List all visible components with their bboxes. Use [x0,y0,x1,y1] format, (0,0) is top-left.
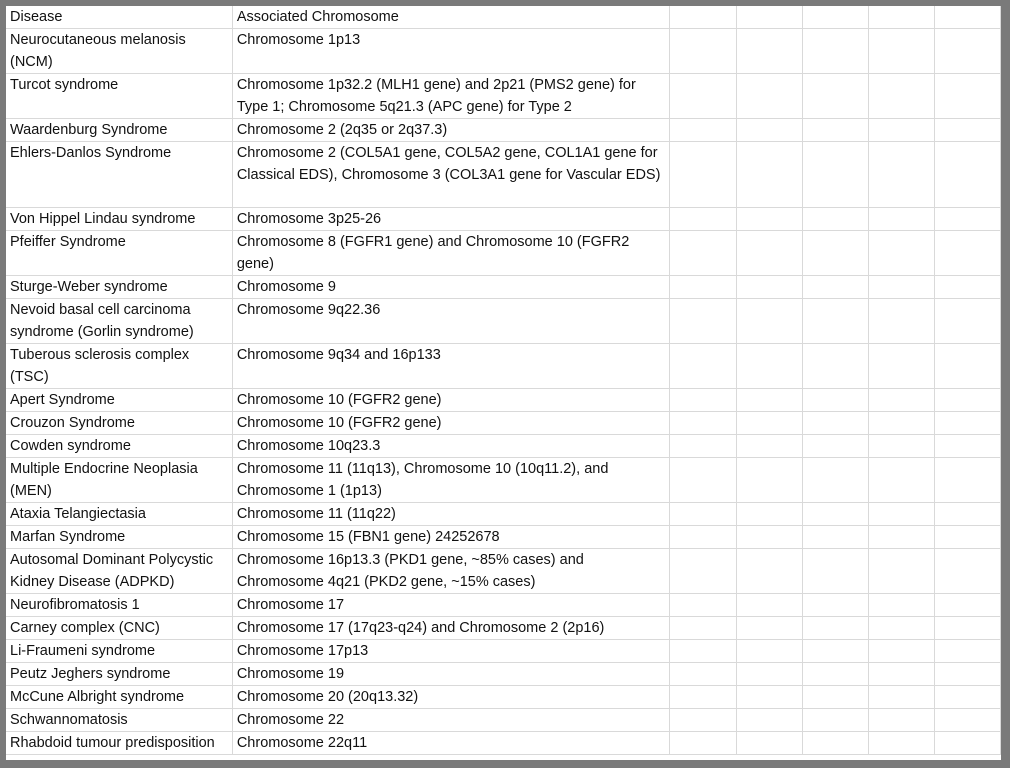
empty-cell[interactable] [736,231,802,276]
empty-cell[interactable] [868,709,934,732]
table-row [6,29,1001,74]
empty-cell[interactable] [934,208,1000,231]
cell-chromosome[interactable]: Chromosome 8 (FGFR1 gene) and Chromosome 10 (FGFR2 gene) [232,231,670,276]
empty-cell[interactable] [802,709,868,732]
empty-cell[interactable] [802,663,868,686]
cell-chromosome[interactable]: Chromosome 20 (20q13.32) [232,686,670,709]
empty-cell[interactable] [802,142,868,208]
cell-chromosome[interactable]: Chromosome 9q22.36 [232,299,670,344]
table-row [6,231,1001,276]
cell-disease[interactable]: Crouzon Syndrome [6,412,232,435]
cell-chromosome[interactable]: Chromosome 16p13.3 (PKD1 gene, ~85% cases) and Chromosome 4q21 (PKD2 gene, ~15% cases) [232,549,670,594]
empty-cell[interactable] [670,29,736,74]
empty-cell[interactable] [934,299,1000,344]
cell-disease[interactable]: Peutz Jeghers syndrome [6,663,232,686]
empty-cell[interactable] [736,6,802,29]
empty-cell[interactable] [868,594,934,617]
empty-cell[interactable] [670,231,736,276]
empty-cell[interactable] [736,29,802,74]
cell-disease[interactable]: McCune Albright syndrome [6,686,232,709]
cell-chromosome[interactable]: Chromosome 19 [232,663,670,686]
empty-cell[interactable] [670,119,736,142]
empty-cell[interactable] [802,549,868,594]
empty-cell[interactable] [736,686,802,709]
empty-cell[interactable] [934,389,1000,412]
empty-cell[interactable] [934,119,1000,142]
empty-cell[interactable] [736,663,802,686]
empty-cell[interactable] [670,640,736,663]
empty-cell[interactable] [736,276,802,299]
table-row [6,208,1001,231]
table-row [6,142,1001,208]
cell-chromosome[interactable]: Chromosome 2 (COL5A1 gene, COL5A2 gene, COL1A1 gene for Classical EDS), Chromosome 3 (COL3A1 gene for Vascular EDS) [232,142,670,208]
empty-cell[interactable] [868,344,934,389]
empty-cell[interactable] [670,276,736,299]
empty-cell[interactable] [802,29,868,74]
empty-cell[interactable] [802,732,868,755]
empty-cell[interactable] [736,412,802,435]
table-row [6,526,1001,549]
empty-cell[interactable] [670,709,736,732]
empty-cell[interactable] [802,74,868,119]
empty-cell[interactable] [670,412,736,435]
cell-chromosome[interactable]: Chromosome 15 (FBN1 gene) 24252678 [232,526,670,549]
cell-disease[interactable]: Sturge-Weber syndrome [6,276,232,299]
empty-cell[interactable] [736,344,802,389]
empty-cell[interactable] [934,344,1000,389]
cell-disease[interactable]: Pfeiffer Syndrome [6,231,232,276]
empty-cell[interactable] [934,412,1000,435]
empty-cell[interactable] [868,231,934,276]
empty-cell[interactable] [934,142,1000,208]
empty-cell[interactable] [868,389,934,412]
cell-chromosome[interactable]: Chromosome 11 (11q13), Chromosome 10 (10q11.2), and Chromosome 1 (1p13) [232,458,670,503]
empty-cell[interactable] [802,526,868,549]
cell-chromosome[interactable]: Chromosome 1p32.2 (MLH1 gene) and 2p21 (PMS2 gene) for Type 1; Chromosome 5q21.3 (APC gene) for Type 2 [232,74,670,119]
empty-cell[interactable] [868,142,934,208]
empty-cell[interactable] [802,458,868,503]
empty-cell[interactable] [934,617,1000,640]
empty-cell[interactable] [670,344,736,389]
cell-disease[interactable]: Apert Syndrome [6,389,232,412]
empty-cell[interactable] [868,208,934,231]
empty-cell[interactable] [736,74,802,119]
cell-disease[interactable]: Ataxia Telangiectasia [6,503,232,526]
cell-disease[interactable]: Cowden syndrome [6,435,232,458]
empty-cell[interactable] [934,640,1000,663]
empty-cell[interactable] [736,549,802,594]
empty-cell[interactable] [802,299,868,344]
cell-disease[interactable]: Schwannomatosis [6,709,232,732]
empty-cell[interactable] [802,412,868,435]
cell-chromosome[interactable]: Chromosome 22 [232,709,670,732]
empty-cell[interactable] [868,503,934,526]
header-cell-chromosome[interactable]: Associated Chromosome [232,6,670,29]
cell-disease[interactable]: Ehlers-Danlos Syndrome [6,142,232,208]
table-row [6,549,1001,594]
empty-cell[interactable] [736,119,802,142]
empty-cell[interactable] [802,276,868,299]
empty-cell[interactable] [802,344,868,389]
empty-cell[interactable] [934,435,1000,458]
cell-disease[interactable]: Rhabdoid tumour predisposition [6,732,232,755]
cell-disease[interactable]: Marfan Syndrome [6,526,232,549]
empty-cell[interactable] [934,74,1000,119]
empty-cell[interactable] [868,276,934,299]
cell-disease[interactable]: Waardenburg Syndrome [6,119,232,142]
cell-disease[interactable]: Tuberous sclerosis complex (TSC) [6,344,232,389]
empty-cell[interactable] [736,458,802,503]
empty-cell[interactable] [802,435,868,458]
table-row [6,663,1001,686]
empty-cell[interactable] [868,458,934,503]
cell-chromosome[interactable]: Chromosome 9 [232,276,670,299]
empty-cell[interactable] [802,640,868,663]
empty-cell[interactable] [934,231,1000,276]
empty-cell[interactable] [868,686,934,709]
empty-cell[interactable] [670,526,736,549]
header-row [6,6,1001,29]
empty-cell[interactable] [670,389,736,412]
table-row [6,686,1001,709]
empty-cell[interactable] [736,709,802,732]
empty-cell[interactable] [868,74,934,119]
table-row [6,458,1001,503]
empty-cell[interactable] [868,119,934,142]
empty-cell[interactable] [736,640,802,663]
empty-cell[interactable] [868,412,934,435]
empty-cell[interactable] [934,549,1000,594]
cell-disease[interactable]: Nevoid basal cell carcinoma syndrome (Gorlin syndrome) [6,299,232,344]
table-row [6,276,1001,299]
empty-cell[interactable] [934,594,1000,617]
empty-cell[interactable] [736,208,802,231]
cell-disease[interactable]: Multiple Endocrine Neoplasia (MEN) [6,458,232,503]
empty-cell[interactable] [802,208,868,231]
cell-chromosome[interactable]: Chromosome 10q23.3 [232,435,670,458]
empty-cell[interactable] [670,435,736,458]
empty-cell[interactable] [868,549,934,594]
empty-cell[interactable] [802,686,868,709]
table-row [6,412,1001,435]
empty-cell[interactable] [802,231,868,276]
empty-cell[interactable] [670,503,736,526]
cell-disease[interactable]: Autosomal Dominant Polycystic Kidney Disease (ADPKD) [6,549,232,594]
empty-cell[interactable] [670,299,736,344]
empty-cell[interactable] [934,458,1000,503]
header-cell-disease[interactable]: Disease [6,6,232,29]
empty-cell[interactable] [934,29,1000,74]
table-row [6,594,1001,617]
empty-cell[interactable] [736,389,802,412]
cell-chromosome[interactable]: Chromosome 17 (17q23-q24) and Chromosome 2 (2p16) [232,617,670,640]
cell-disease[interactable]: Carney complex (CNC) [6,617,232,640]
cell-disease[interactable]: Von Hippel Lindau syndrome [6,208,232,231]
empty-cell[interactable] [670,74,736,119]
empty-cell[interactable] [736,503,802,526]
empty-cell[interactable] [670,458,736,503]
empty-cell[interactable] [670,663,736,686]
empty-cell[interactable] [802,503,868,526]
empty-cell[interactable] [670,549,736,594]
cell-chromosome[interactable]: Chromosome 17p13 [232,640,670,663]
empty-cell[interactable] [868,435,934,458]
table-row [6,617,1001,640]
empty-cell[interactable] [934,686,1000,709]
empty-cell[interactable] [868,299,934,344]
empty-cell[interactable] [736,732,802,755]
spreadsheet-frame [6,6,1001,760]
table-row [6,640,1001,663]
cell-disease[interactable]: Li-Fraumeni syndrome [6,640,232,663]
table-row [6,389,1001,412]
empty-cell[interactable] [868,6,934,29]
empty-cell[interactable] [934,663,1000,686]
cell-chromosome[interactable]: Chromosome 9q34 and 16p133 [232,344,670,389]
cell-chromosome[interactable]: Chromosome 3p25-26 [232,208,670,231]
empty-cell[interactable] [736,299,802,344]
empty-cell[interactable] [934,526,1000,549]
empty-cell[interactable] [736,526,802,549]
cell-chromosome[interactable]: Chromosome 10 (FGFR2 gene) [232,389,670,412]
table-row [6,74,1001,119]
empty-cell[interactable] [670,686,736,709]
empty-cell[interactable] [670,208,736,231]
table-row [6,435,1001,458]
empty-cell[interactable] [802,6,868,29]
table-row [6,732,1001,755]
empty-cell[interactable] [868,663,934,686]
disease-chromosome-table [6,6,1001,755]
empty-cell[interactable] [934,503,1000,526]
cell-chromosome[interactable]: Chromosome 1p13 [232,29,670,74]
empty-cell[interactable] [736,617,802,640]
empty-cell[interactable] [736,435,802,458]
empty-cell[interactable] [934,709,1000,732]
cell-chromosome[interactable]: Chromosome 11 (11q22) [232,503,670,526]
empty-cell[interactable] [934,276,1000,299]
empty-cell[interactable] [868,732,934,755]
empty-cell[interactable] [802,617,868,640]
table-row [6,709,1001,732]
table-row [6,503,1001,526]
cell-chromosome[interactable]: Chromosome 10 (FGFR2 gene) [232,412,670,435]
table-row [6,119,1001,142]
empty-cell[interactable] [670,6,736,29]
empty-cell[interactable] [868,526,934,549]
empty-cell[interactable] [802,389,868,412]
cell-chromosome[interactable]: Chromosome 17 [232,594,670,617]
cell-chromosome[interactable]: Chromosome 2 (2q35 or 2q37.3) [232,119,670,142]
empty-cell[interactable] [670,617,736,640]
empty-cell[interactable] [670,732,736,755]
table-row [6,299,1001,344]
cell-disease[interactable]: Neurocutaneous melanosis (NCM) [6,29,232,74]
empty-cell[interactable] [802,594,868,617]
cell-disease[interactable]: Neurofibromatosis 1 [6,594,232,617]
empty-cell[interactable] [868,29,934,74]
cell-chromosome[interactable]: Chromosome 22q11 [232,732,670,755]
empty-cell[interactable] [802,119,868,142]
table-row [6,344,1001,389]
empty-cell[interactable] [868,640,934,663]
empty-cell[interactable] [670,594,736,617]
empty-cell[interactable] [736,594,802,617]
empty-cell[interactable] [934,732,1000,755]
empty-cell[interactable] [670,142,736,208]
cell-disease[interactable]: Turcot syndrome [6,74,232,119]
empty-cell[interactable] [736,142,802,208]
empty-cell[interactable] [934,6,1000,29]
empty-cell[interactable] [868,617,934,640]
